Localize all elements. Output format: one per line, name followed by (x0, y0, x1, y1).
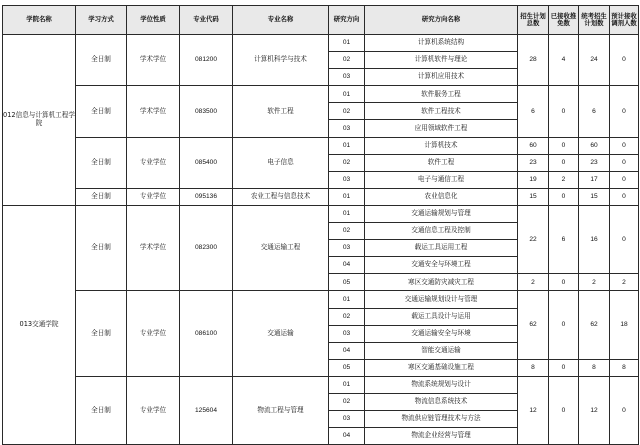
direction-code: 01 (329, 35, 365, 52)
direction-name: 农业信息化 (365, 188, 518, 205)
recommended-count: 0 (549, 154, 579, 171)
direction-code: 03 (329, 120, 365, 137)
table-body (3, 35, 639, 445)
header-college: 学院名称 (3, 6, 76, 35)
degree-type: 专业学位 (127, 291, 180, 376)
plan-total: 19 (518, 171, 549, 188)
page-top-edge (0, 0, 640, 3)
direction-code: 01 (329, 291, 365, 308)
major-code: 086100 (180, 291, 233, 376)
transfer-count: 0 (610, 188, 639, 205)
direction-name: 物流信息系统技术 (365, 393, 518, 410)
transfer-count: 8 (610, 359, 639, 376)
plan-total: 12 (518, 376, 549, 444)
plan-total: 28 (518, 35, 549, 86)
header-major-code: 专业代码 (180, 6, 233, 35)
direction-code: 03 (329, 171, 365, 188)
recommended-count: 0 (549, 137, 579, 154)
major-name: 软件工程 (233, 86, 329, 137)
major-name: 交通运输工程 (233, 205, 329, 290)
study-mode: 全日制 (76, 188, 127, 205)
transfer-count: 2 (610, 274, 639, 291)
recommended-count: 2 (549, 171, 579, 188)
exam-plan-count: 24 (579, 35, 610, 86)
degree-type: 专业学位 (127, 137, 180, 188)
recommended-count: 0 (549, 376, 579, 444)
transfer-count: 0 (610, 205, 639, 273)
major-code: 083500 (180, 86, 233, 137)
recommended-count: 0 (549, 188, 579, 205)
exam-plan-count: 60 (579, 137, 610, 154)
direction-name: 智能交通运输 (365, 342, 518, 359)
exam-plan-count: 6 (579, 86, 610, 137)
direction-code: 03 (329, 240, 365, 257)
direction-name: 载运工具运用工程 (365, 240, 518, 257)
direction-name: 交通运输安全与环境 (365, 325, 518, 342)
exam-plan-count: 62 (579, 291, 610, 359)
major-code: 095136 (180, 188, 233, 205)
direction-name: 交通运输规划设计与管理 (365, 291, 518, 308)
study-mode: 全日制 (76, 35, 127, 86)
direction-code: 01 (329, 188, 365, 205)
degree-type: 专业学位 (127, 188, 180, 205)
header-recommended: 已接收推免数 (549, 6, 579, 35)
direction-code: 04 (329, 342, 365, 359)
major-name: 计算机科学与技术 (233, 35, 329, 86)
table-row (3, 205, 639, 222)
direction-code: 01 (329, 205, 365, 222)
direction-name: 应用领域软件工程 (365, 120, 518, 137)
direction-name: 计算机应用技术 (365, 69, 518, 86)
header-degree-type: 学位性质 (127, 6, 180, 35)
major-name: 电子信息 (233, 137, 329, 188)
exam-plan-count: 2 (579, 274, 610, 291)
study-mode: 全日制 (76, 137, 127, 188)
table-header-row (3, 6, 639, 35)
direction-code: 03 (329, 69, 365, 86)
transfer-count: 0 (610, 376, 639, 444)
degree-type: 学术学位 (127, 35, 180, 86)
direction-code: 01 (329, 137, 365, 154)
direction-name: 计算机系统结构 (365, 35, 518, 52)
direction-name: 交通运输规划与管理 (365, 205, 518, 222)
recommended-count: 0 (549, 86, 579, 137)
direction-name: 物流供应链管理技术与方法 (365, 411, 518, 428)
transfer-count: 0 (610, 137, 639, 154)
table-row (3, 291, 639, 308)
direction-code: 03 (329, 411, 365, 428)
degree-type: 专业学位 (127, 376, 180, 444)
plan-total: 2 (518, 274, 549, 291)
direction-code: 04 (329, 257, 365, 274)
study-mode: 全日制 (76, 376, 127, 444)
plan-total: 8 (518, 359, 549, 376)
table-row (3, 86, 639, 103)
header-exam-plan: 统考招生计划数 (579, 6, 610, 35)
header-direction-name: 研究方向名称 (365, 6, 518, 35)
direction-name: 软件服务工程 (365, 86, 518, 103)
transfer-count: 18 (610, 291, 639, 359)
direction-name: 软件工程 (365, 154, 518, 171)
major-name: 交通运输 (233, 291, 329, 376)
header-major-name: 专业名称 (233, 6, 329, 35)
major-code: 082300 (180, 205, 233, 290)
header-transfer: 预计接收调剂人数 (610, 6, 639, 35)
direction-name: 计算机技术 (365, 137, 518, 154)
recommended-count: 4 (549, 35, 579, 86)
direction-code: 04 (329, 428, 365, 445)
direction-name: 寒区交通防灾减灾工程 (365, 274, 518, 291)
exam-plan-count: 15 (579, 188, 610, 205)
recommended-count: 0 (549, 291, 579, 359)
study-mode: 全日制 (76, 205, 127, 290)
direction-code: 02 (329, 223, 365, 240)
study-mode: 全日制 (76, 291, 127, 376)
direction-code: 03 (329, 325, 365, 342)
plan-total: 62 (518, 291, 549, 359)
table-row (3, 35, 639, 52)
plan-total: 22 (518, 205, 549, 273)
direction-code: 02 (329, 52, 365, 69)
table-row (3, 137, 639, 154)
direction-code: 02 (329, 154, 365, 171)
college-name: 013交通学院 (3, 205, 76, 444)
exam-plan-count: 16 (579, 205, 610, 273)
direction-name: 物流企业经营与管理 (365, 428, 518, 445)
direction-name: 计算机软件与理论 (365, 52, 518, 69)
direction-code: 01 (329, 86, 365, 103)
major-code: 125604 (180, 376, 233, 444)
major-code: 081200 (180, 35, 233, 86)
direction-name: 载运工具设计与运用 (365, 308, 518, 325)
exam-plan-count: 23 (579, 154, 610, 171)
direction-name: 寒区交通基础设施工程 (365, 359, 518, 376)
direction-code: 02 (329, 308, 365, 325)
direction-code: 02 (329, 393, 365, 410)
direction-name: 软件工程技术 (365, 103, 518, 120)
direction-name: 物流系统规划与设计 (365, 376, 518, 393)
header-direction-code: 研究方向 (329, 6, 365, 35)
plan-total: 60 (518, 137, 549, 154)
direction-code: 05 (329, 359, 365, 376)
recommended-count: 0 (549, 359, 579, 376)
table-row (3, 376, 639, 393)
direction-code: 01 (329, 376, 365, 393)
study-mode: 全日制 (76, 86, 127, 137)
exam-plan-count: 8 (579, 359, 610, 376)
major-code: 085400 (180, 137, 233, 188)
transfer-count: 0 (610, 35, 639, 86)
transfer-count: 0 (610, 154, 639, 171)
exam-plan-count: 17 (579, 171, 610, 188)
direction-name: 交通信息工程及控制 (365, 223, 518, 240)
recommended-count: 0 (549, 274, 579, 291)
header-plan-total: 招生计划总数 (518, 6, 549, 35)
exam-plan-count: 12 (579, 376, 610, 444)
major-name: 农业工程与信息技术 (233, 188, 329, 205)
transfer-count: 0 (610, 86, 639, 137)
degree-type: 学术学位 (127, 86, 180, 137)
header-study-mode: 学习方式 (76, 6, 127, 35)
admissions-plan-table (2, 5, 639, 445)
recommended-count: 6 (549, 205, 579, 273)
transfer-count: 0 (610, 171, 639, 188)
plan-total: 15 (518, 188, 549, 205)
plan-total: 6 (518, 86, 549, 137)
direction-code: 02 (329, 103, 365, 120)
degree-type: 学术学位 (127, 205, 180, 290)
direction-name: 电子与通信工程 (365, 171, 518, 188)
direction-code: 05 (329, 274, 365, 291)
major-name: 物流工程与管理 (233, 376, 329, 444)
college-name: 012信息与计算机工程学院 (3, 35, 76, 206)
plan-total: 23 (518, 154, 549, 171)
direction-name: 交通安全与环境工程 (365, 257, 518, 274)
table-row (3, 188, 639, 205)
